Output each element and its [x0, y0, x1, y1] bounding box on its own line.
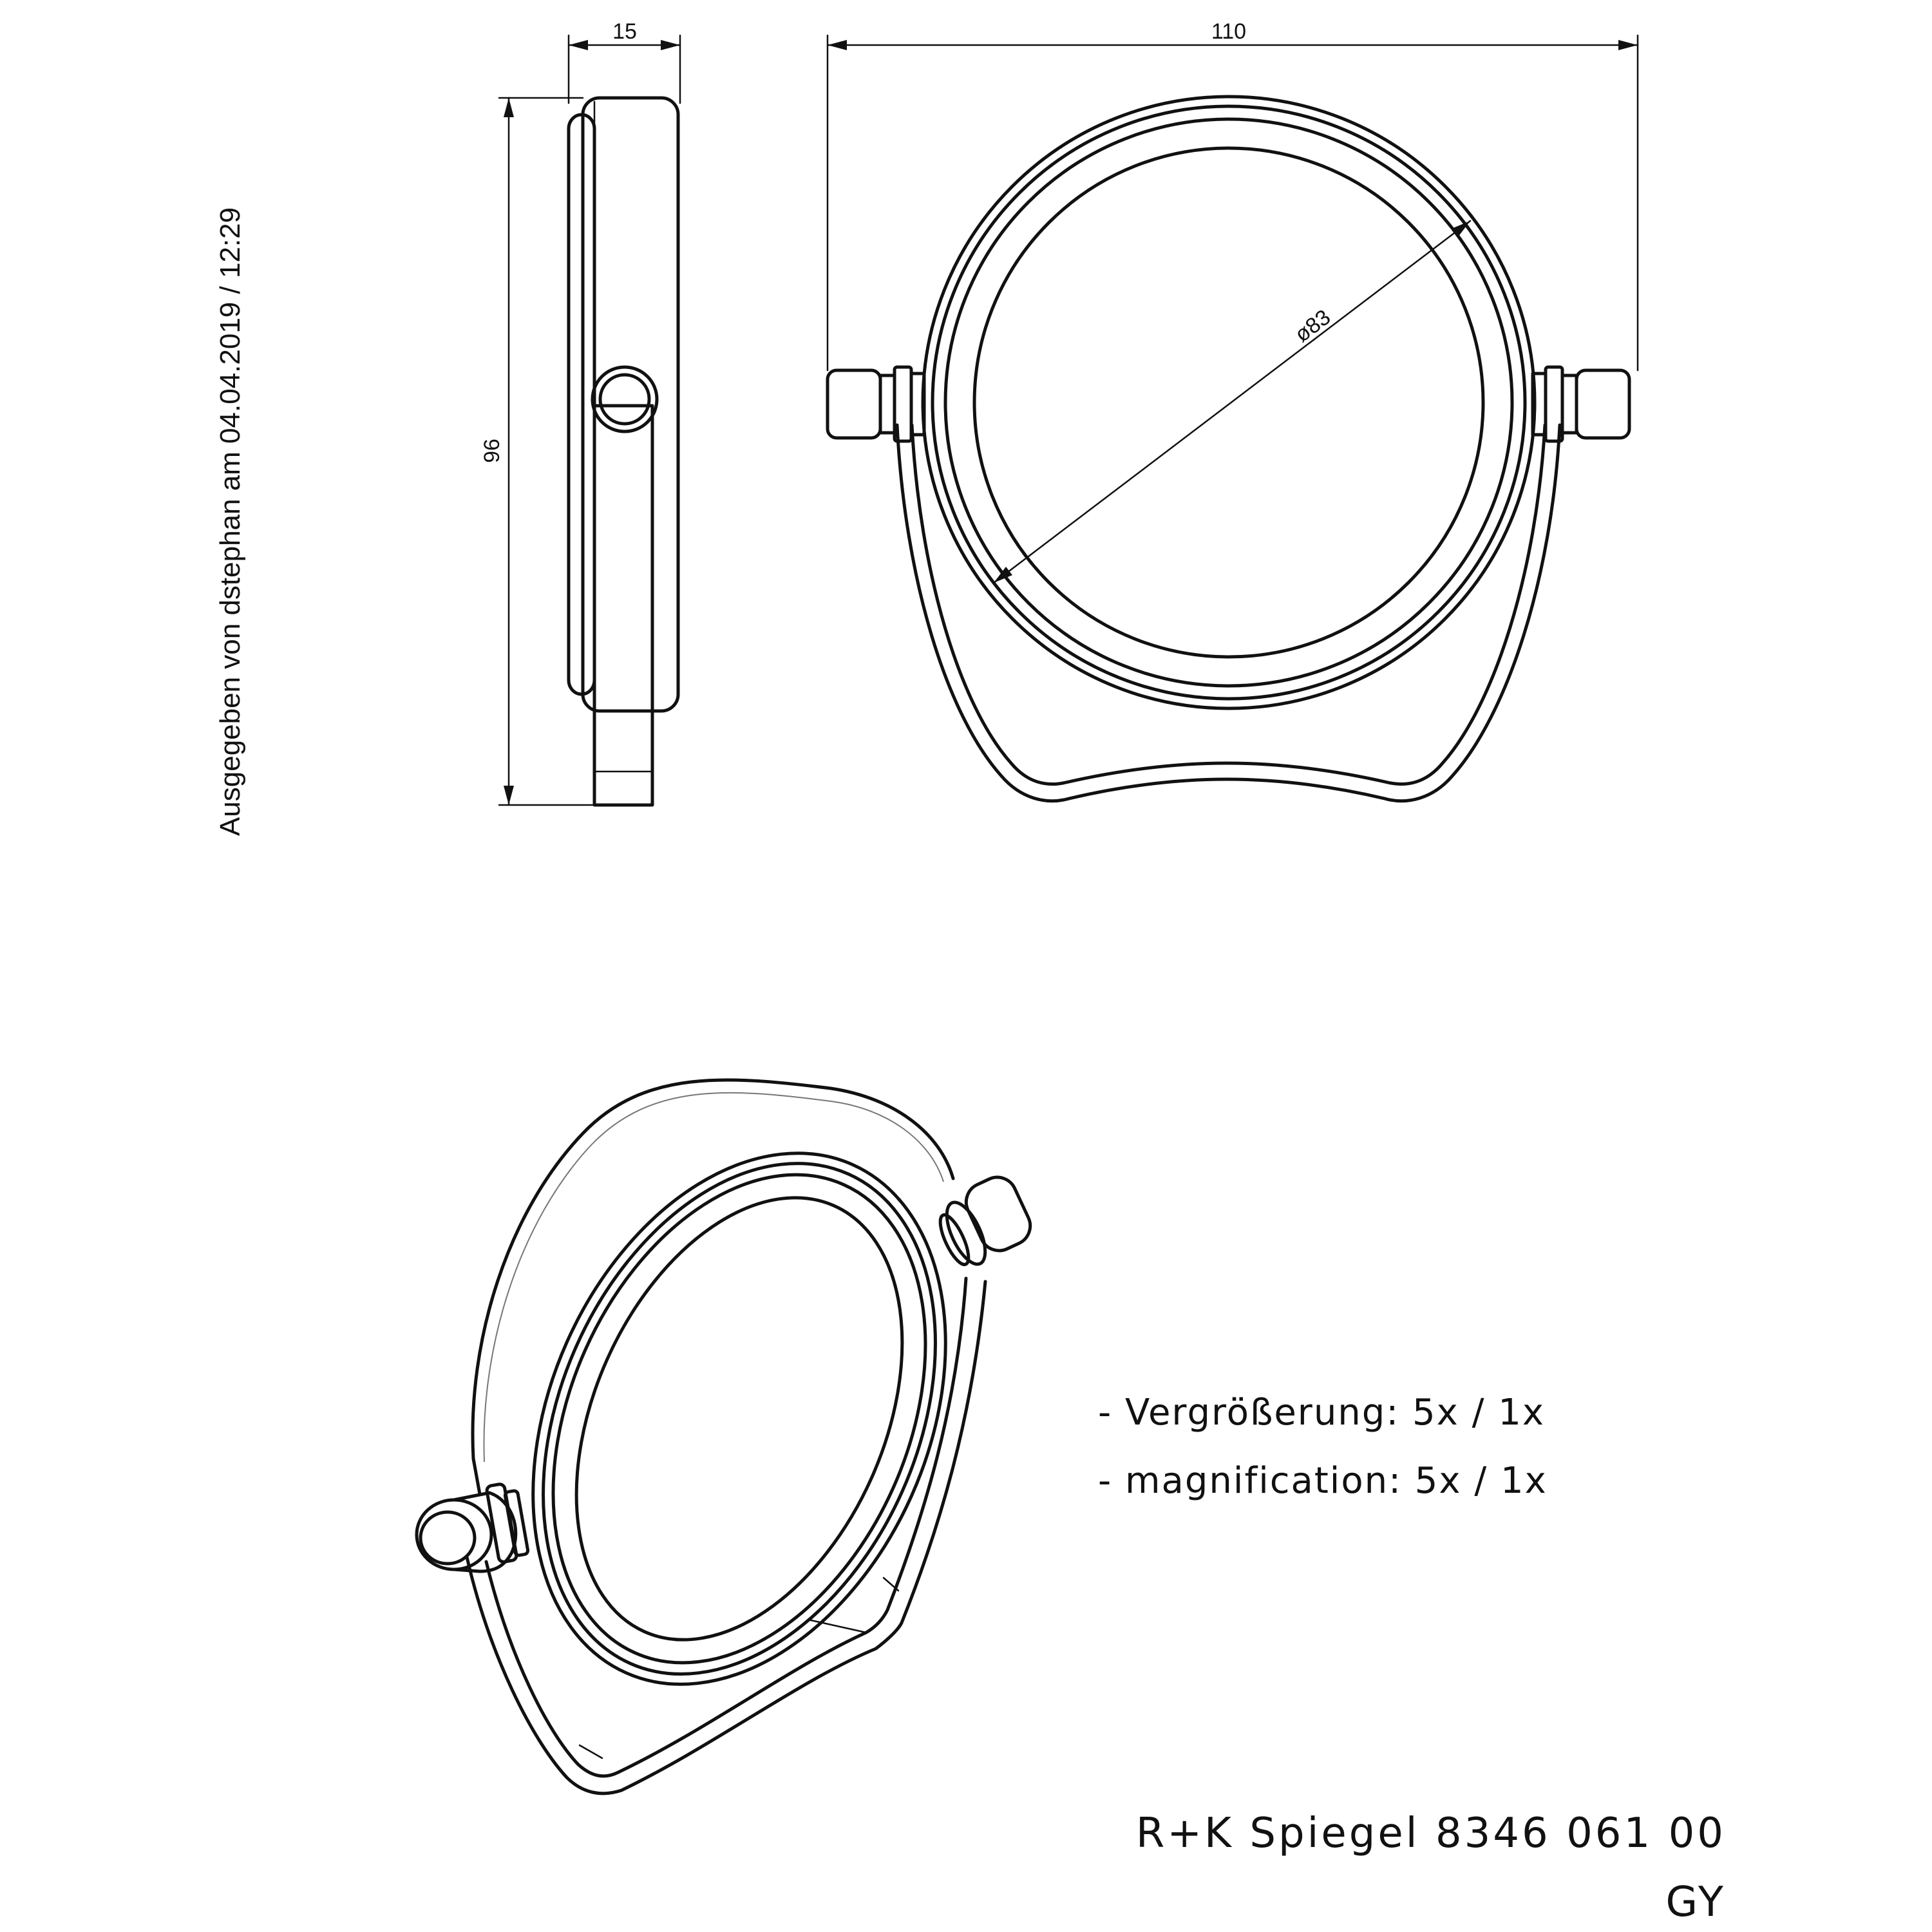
title-finish: GY	[1665, 1879, 1726, 1926]
issued-stamp: Ausgegeben von dstephan am 04.04.2019 / 12:29	[214, 207, 246, 837]
side-view	[569, 98, 678, 805]
title-product: R+K Spiegel 8346 061 00	[1135, 1810, 1726, 1857]
note-magnification-en: - magnification: 5x / 1x	[1098, 1460, 1548, 1502]
isometric-view	[417, 1080, 1036, 1794]
dim-diameter-label: ø83	[1290, 305, 1336, 348]
dim-height-label: 96	[480, 439, 504, 463]
dim-width-side-label: 15	[612, 19, 637, 44]
dimension-width-side	[569, 19, 680, 103]
front-view	[828, 97, 1629, 801]
dimension-width-front	[828, 19, 1638, 370]
dim-width-front-label: 110	[1211, 19, 1247, 44]
dimension-height	[480, 98, 594, 805]
note-magnification-de: - Vergrößerung: 5x / 1x	[1098, 1392, 1546, 1434]
